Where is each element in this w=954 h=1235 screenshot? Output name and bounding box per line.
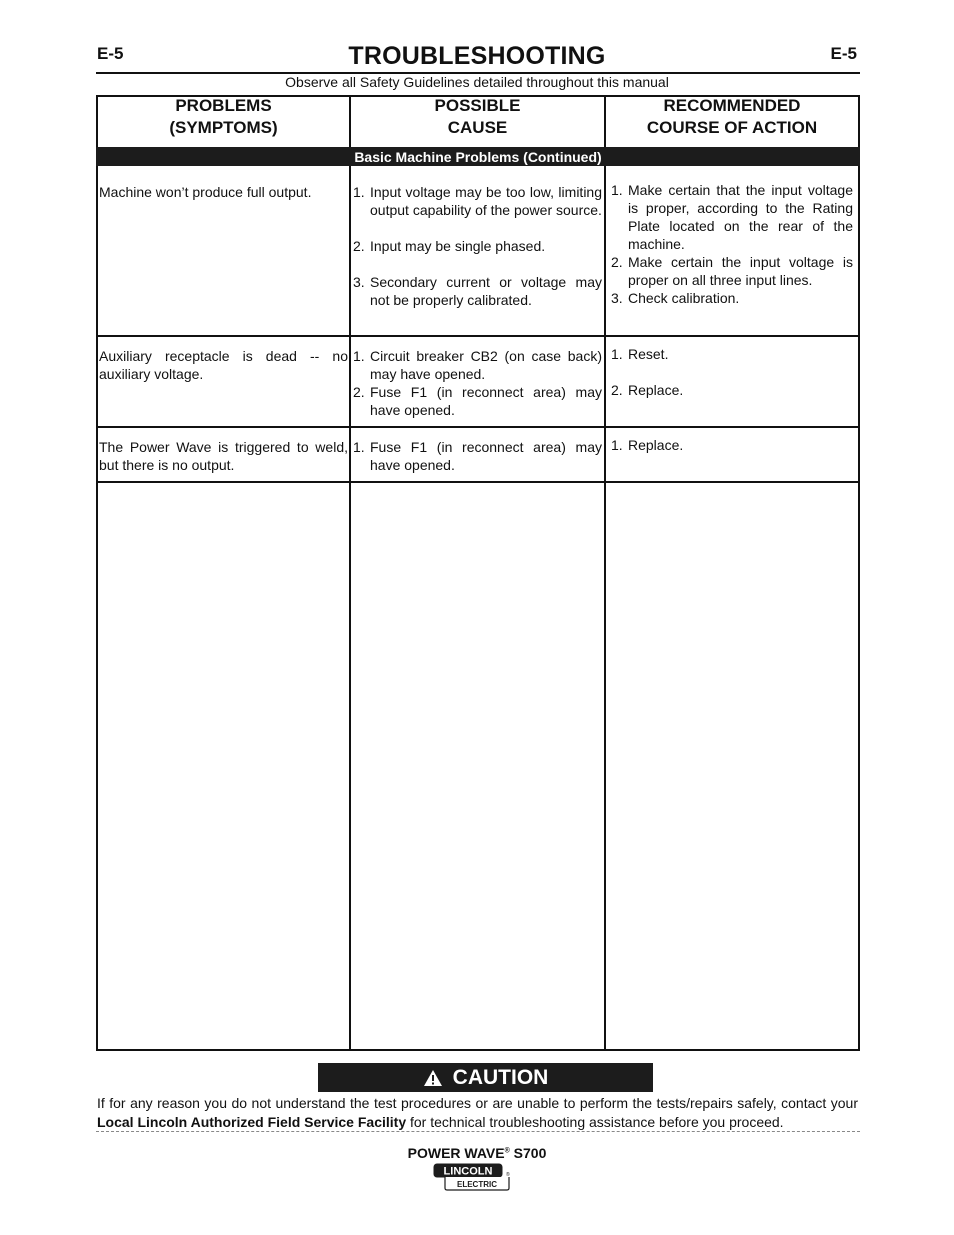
cause-number: 2. [353,238,365,254]
column-header-action-line1: RECOMMENDED [663,96,801,115]
action-item [611,181,853,253]
column-header-cause-line1: POSSIBLE [434,96,521,115]
caution-text-part1: If for any reason you do not understand the test procedures or are unable to perform the tests/repairs safely, contact your [97,1095,858,1111]
row1-actions [611,181,853,307]
troubleshooting-table [96,95,860,1051]
action-text: Replace. [628,437,684,453]
cause-text: Input may be single phased. [370,238,546,254]
action-number: 1. [611,346,623,362]
action-item [611,381,853,399]
page-code-left: E-5 [97,44,124,63]
table-border-left [96,95,98,1051]
caution-text-part2: for technical troubleshooting assistance before you proceed. [406,1114,784,1130]
cause-number: 1. [353,184,365,200]
cause-number: 1. [353,439,365,455]
column-header-problems-line1: PROBLEMS [175,96,272,115]
column-header-cause [351,95,604,147]
column-header-action-line2: COURSE OF ACTION [646,118,818,137]
row-divider-3 [96,481,860,483]
cause-item [353,237,602,255]
warning-triangle-icon [423,1069,443,1087]
caution-label: CAUTION [452,1065,549,1089]
cause-item [353,438,602,474]
row-divider-1 [96,335,860,337]
action-item [611,345,853,363]
cause-number: 1. [353,348,365,364]
product-name-text: POWER WAVE [407,1145,505,1161]
cause-item [353,183,602,219]
row2-problem: Auxiliary receptacle is dead -- no auxiliary voltage. [99,348,348,382]
row3-actions [611,436,853,454]
column-header-action [606,95,858,147]
caution-banner [318,1063,653,1092]
action-item [611,289,853,307]
page-code-right: E-5 [830,44,857,63]
row3-problem: The Power Wave is triggered to weld, but there is no output. [99,439,348,473]
row-divider-2 [96,426,860,428]
page-title: TROUBLESHOOTING [348,42,606,70]
row2-actions [611,345,853,399]
safety-note: Observe all Safety Guidelines detailed throughout this manual [285,74,669,90]
action-number: 2. [611,382,623,398]
cause-text: Fuse F1 (in reconnect area) may have opened. [370,439,602,473]
column-divider-1 [349,95,351,1051]
cause-text: Secondary current or voltage may not be properly calibrated. [370,274,602,308]
action-text: Replace. [628,382,684,398]
action-text: Reset. [628,346,669,362]
action-text: Check calibration. [628,290,740,306]
row2-causes [353,347,602,419]
column-header-problems [98,95,349,147]
action-number: 3. [611,290,623,306]
row1-causes [353,183,602,309]
table-border-right [858,95,860,1051]
action-text: Make certain that the input voltage is proper, according to the Rating Plate located on the rear of the machine. [628,182,853,252]
logo-text-top: LINCOLN [443,1165,493,1178]
cause-number: 3. [353,274,365,290]
cause-item [353,347,602,383]
lincoln-electric-logo [433,1163,511,1191]
caution-text [97,1094,858,1132]
cause-item [353,273,602,309]
registered-mark: ® [504,1147,510,1155]
cause-text: Input voltage may be too low, limiting output capability of the power source. [370,184,602,218]
cause-text: Fuse F1 (in reconnect area) may have opened. [370,384,602,418]
row3-causes [353,438,602,474]
section-band: Basic Machine Problems (Continued) [96,147,860,166]
table-border-bottom [96,1049,860,1051]
row1-problem: Machine won’t produce full output. [99,184,312,200]
product-model: S700 [513,1145,547,1161]
action-number: 2. [611,254,623,270]
action-item [611,253,853,289]
footer-divider [96,1131,860,1132]
cause-text: Circuit breaker CB2 (on case back) may have opened. [370,348,602,382]
column-divider-2 [604,95,606,1051]
action-number: 1. [611,182,623,198]
column-header-cause-line2: CAUSE [447,118,508,137]
logo-text-bottom: ELECTRIC [457,1180,497,1189]
product-name [0,1145,954,1161]
logo-registered-mark: ® [506,1172,510,1178]
column-header-problems-line2: (SYMPTOMS) [169,118,278,137]
action-number: 1. [611,437,623,453]
cause-number: 2. [353,384,365,400]
action-item [611,436,853,454]
caution-text-bold: Local Lincoln Authorized Field Service Facility [97,1114,407,1130]
action-text: Make certain the input voltage is proper on all three input lines. [628,254,853,288]
cause-item [353,383,602,419]
